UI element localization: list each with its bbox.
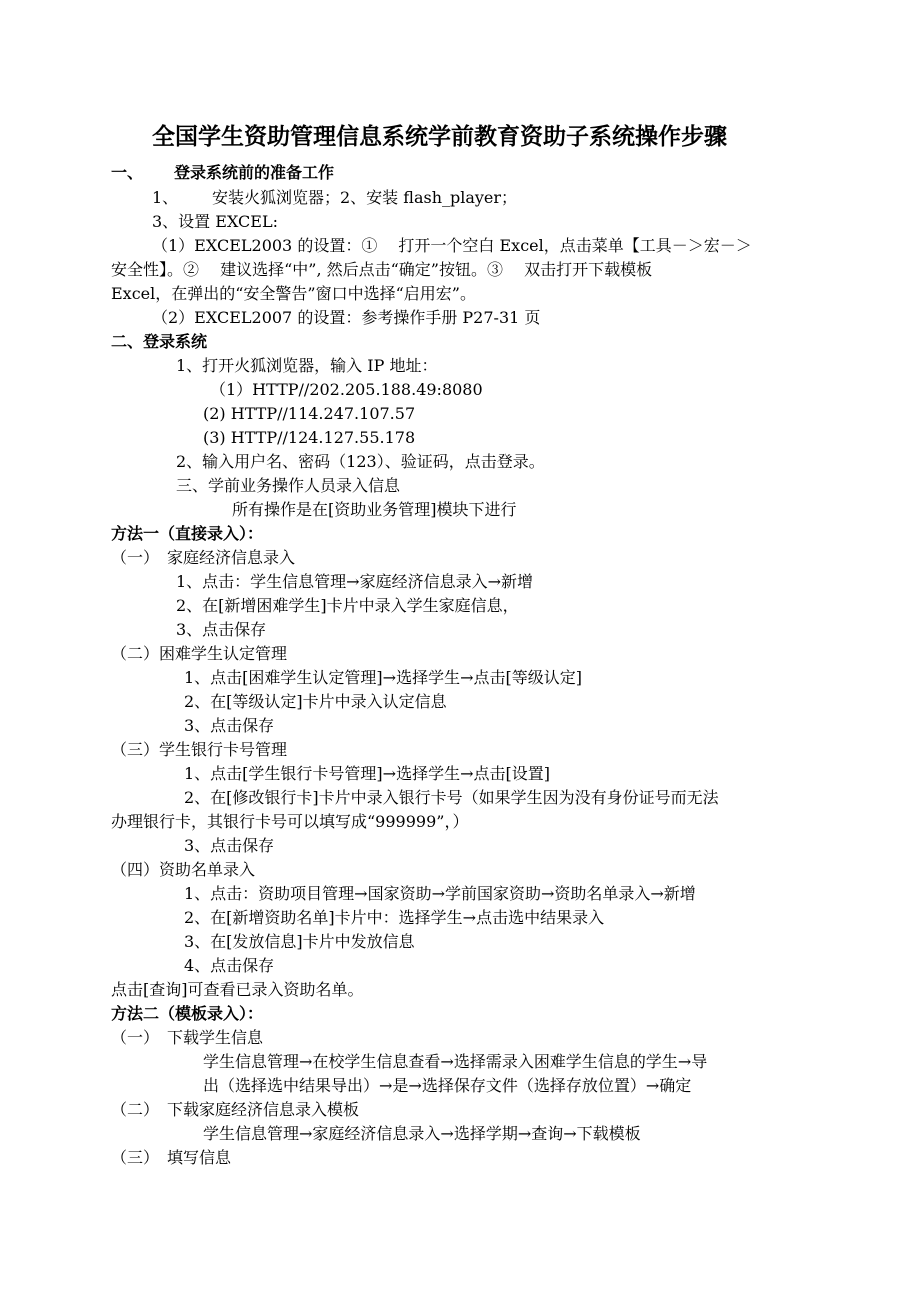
m1-d-step4: 4、点击保存 [184, 956, 275, 975]
m1-c-title: （三）学生银行卡号管理 [111, 740, 288, 759]
excel2007-line: （2）EXCEL2007 的设置：参考操作手册 P27-31 页 [152, 308, 541, 327]
m1-d-step1: 1、点击：资助项目管理→国家资助→学前国家资助→资助名单录入→新增 [184, 884, 696, 903]
m1-a-step2: 2、在[新增困难学生]卡片中录入学生家庭信息， [176, 596, 519, 615]
m1-a-title: （一） 家庭经济信息录入 [111, 548, 296, 567]
m2-b-line1: 学生信息管理→家庭经济信息录入→选择学期→查询→下载模板 [203, 1124, 641, 1143]
method2-heading: 方法二（模板录入）： [111, 1004, 264, 1023]
excel2003-line1: （1）EXCEL2003 的设置：① 打开一个空白 Excel，点击菜单【工具－＞宏－＞ [152, 236, 752, 255]
s1-item3: 3、设置 EXCEL: [152, 212, 278, 231]
s1-item1-text: 安装火狐浏览器；2、安装 flash_player； [212, 188, 518, 207]
m1-b-step1: 1、点击[困难学生认定管理]→选择学生→点击[等级认定] [184, 668, 582, 687]
m1-c-step1: 1、点击[学生银行卡号管理]→选择学生→点击[设置] [184, 764, 550, 783]
m2-a-line1: 学生信息管理→在校学生信息查看→选择需录入困难学生信息的学生→导 [203, 1052, 708, 1071]
s2-item3: 三、学前业务操作人员录入信息 [176, 476, 401, 495]
excel2003-line2: 安全性】。② 建议选择“中”, 然后点击“确定”按钮。③ 双击打开下载模板 [111, 260, 653, 279]
excel2003-line3: Excel，在弹出的“安全警告”窗口中选择“启用宏”。 [111, 284, 476, 303]
m1-c-step2-line2: 办理银行卡，其银行卡号可以填写成“999999”，） [111, 812, 469, 831]
method1-heading: 方法一（直接录入）： [111, 524, 264, 543]
s1-item1-number: 1、 [152, 188, 179, 207]
m1-b-step3: 3、点击保存 [184, 716, 275, 735]
ip-address-3: (3) HTTP//124.127.55.178 [203, 428, 416, 447]
m1-query-note: 点击[查询]可查看已录入资助名单。 [111, 980, 364, 999]
m1-b-title: （二）困难学生认定管理 [111, 644, 288, 663]
m1-a-step3: 3、点击保存 [176, 620, 267, 639]
m2-c-title: （三） 填写信息 [111, 1148, 232, 1167]
m1-d-title: （四）资助名单录入 [111, 860, 256, 879]
m2-b-title: （二） 下载家庭经济信息录入模板 [111, 1100, 360, 1119]
section1-heading: 登录系统前的准备工作 [174, 163, 335, 182]
ip-address-1: （1）HTTP//202.205.188.49:8080 [210, 380, 483, 399]
m1-c-step3: 3、点击保存 [184, 836, 275, 855]
m2-a-line2: 出（选择选中结果导出）→是→选择保存文件（选择存放位置）→确定 [203, 1076, 692, 1095]
m2-a-title: （一） 下载学生信息 [111, 1028, 264, 1047]
ip-address-2: (2) HTTP//114.247.107.57 [203, 404, 416, 423]
m1-d-step2: 2、在[新增资助名单]卡片中：选择学生→点击选中结果录入 [184, 908, 605, 927]
page-title: 全国学生资助管理信息系统学前教育资助子系统操作步骤 [152, 124, 727, 150]
s2-note: 所有操作是在[资助业务管理]模块下进行 [232, 500, 517, 519]
section1-number: 一、 [111, 163, 144, 182]
m1-b-step2: 2、在[等级认定]卡片中录入认定信息 [184, 692, 447, 711]
m1-c-step2-line1: 2、在[修改银行卡]卡片中录入银行卡号（如果学生因为没有身份证号而无法 [184, 788, 719, 807]
s2-item1: 1、打开火狐浏览器，输入 IP 地址： [176, 356, 438, 375]
s2-item2: 2、输入用户名、密码（123）、验证码，点击登录。 [176, 452, 545, 471]
section2-heading: 二、登录系统 [111, 332, 208, 351]
m1-a-step1: 1、点击：学生信息管理→家庭经济信息录入→新增 [176, 572, 533, 591]
m1-d-step3: 3、在[发放信息]卡片中发放信息 [184, 932, 415, 951]
